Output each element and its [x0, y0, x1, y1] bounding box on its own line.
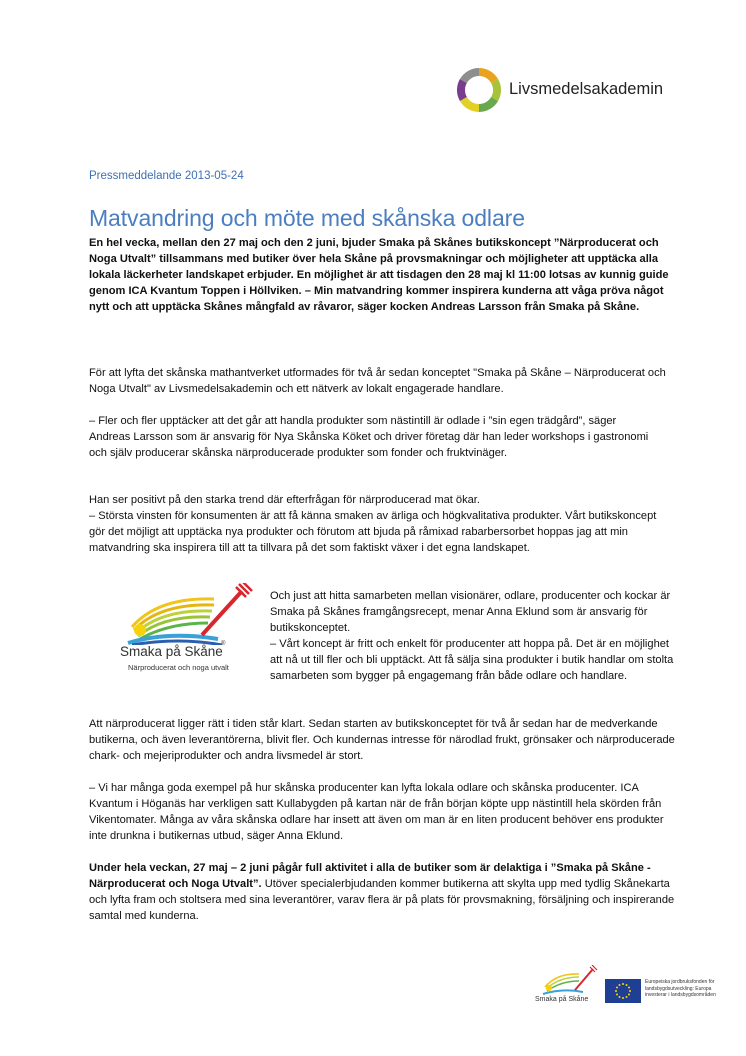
smaka-pa-skane-logo: [118, 583, 258, 675]
eu-stars-icon: [605, 979, 641, 1003]
body-paragraph-2: – Fler och fler upptäcker att det går att handla produkter som nästintill är odlade i ”sin egen trädgård”, säger Andreas Larsson som är ansvarig för Nya Skånska Köket och driver företag där han leder workshops i gastronomi och själv producerar skånska närproducerade produkter som fonder och fruktvinäger.: [89, 415, 649, 459]
body-paragraph-4b: – Vårt koncept är fritt och enkelt för producenter att hoppa på. Det är en möjlighet att nå ut till fler och bli upptäckt. Att få sälja sina produkter i butik handlar om stolta samarbeten som bygger på engagemang från både odlare och handlare.: [270, 638, 674, 682]
dateline: Pressmeddelande 2013-05-24: [89, 170, 244, 182]
body-paragraph-5: Att närproducerat ligger rätt i tiden står klart. Sedan starten av butikskonceptet för två år sedan har de medverkande butikerna, och även leverantörerna, blivit fler. Och kundernas intresse för närodlad frukt, grönsaker och närproducerade chark- och mejeriprodukter och andra livsmedel är stort.: [89, 718, 675, 762]
footer-smaka-logo: [535, 965, 600, 1009]
eu-fund-text: Europeiska jordbruksfonden för landsbygdsutveckling: Europa investerar i landsbygdsområden: [645, 979, 716, 998]
smaka-logo-tagline: Närproducerat och noga utvalt: [128, 663, 229, 672]
registered-mark: ®: [221, 641, 226, 647]
body-paragraph-4a: Och just att hitta samarbeten mellan visionärer, odlare, producenter och kockar är Smaka på Skånes framgångsrecept, menar Anna Eklund som är ansvarig för butikskonceptet.: [270, 590, 671, 634]
body-paragraph-3a: Han ser positivt på den starka trend där efterfrågan för närproducerad mat ökar.: [89, 494, 480, 506]
body-paragraph-7-rest: Utöver specialerbjudanden kommer butikerna att skylta upp med tydlig Skånekarta och lyfta fram och stoltsera med sina leverantörer, varav flera är på plats för provsmakning, försäljning och inspirerande samtal med kunderna.: [89, 878, 675, 922]
brand-name: Livsmedelsakademin: [509, 80, 664, 98]
rainbow-fork-icon: [118, 583, 258, 645]
lead-paragraph: En hel vecka, mellan den 27 maj och den 2 juni, bjuder Smaka på Skånes butikskoncept ”Närproducerat och Noga Utvalt” tillsammans med butiker över hela Skåne på provsmakningar och möjligheter att upptäcka alla lokala läckerheter landskapet erbjuder. En möjlighet är att tisdagen den 28 maj kl 11:00 lotsas av kunnig guide genom ICA Kvantum Toppen i Höllviken. – Min matvandring kommer inspirera kunderna att våga pröva något nytt och att upptäcka Skånes mångfald av råvaror, säger kocken Andreas Larsson från Smaka på Skåne.: [89, 237, 669, 313]
body-paragraph-7: [89, 860, 679, 924]
body-paragraph-6: – Vi har många goda exempel på hur skånska producenter kan lyfta lokala odlare och skånska producenter. ICA Kvantum i Höganäs har verkligen satt Kullabygden på kartan när de från början köpte upp nästintill hela skörden från Vikentomater. Många av våra skånska odlare har insett att även om man är en liten producent behöver ens produkter inte drunkna i butikernas utbud, säger Anna Eklund.: [89, 782, 664, 842]
page-title: Matvandring och möte med skånska odlare: [89, 205, 525, 231]
body-paragraph-1: För att lyfta det skånska mathantverket utformades för två år sedan konceptet "Smaka på Skåne – Närproducerat och Noga Utvalt" av Livsmedelsakademin och ett nätverk av lokalt engagerade handlare.: [89, 367, 666, 395]
body-paragraph-3b: – Största vinsten för konsumenten är att få känna smaken av ärliga och högkvalitativa produkter. Vårt butikskoncept gör det möjligt att upptäcka nya produkter och förutom att bjuda på råmixad rabarbersorbet hoppas jag att min matvandring ska inspirera till att ta tillvara på det som faktiskt växer i det egna landskapet.: [89, 510, 657, 554]
smaka-logo-name: Smaka på Skåne: [120, 644, 223, 659]
body-paragraph-7-bold: Under hela veckan, 27 maj – 2 juni pågår full aktivitet i alla de butiker som är delaktiga i ”Smaka på Skåne -Närproducerat och Noga Utvalt”.: [89, 862, 651, 890]
footer-smaka-name: Smaka på Skåne: [535, 996, 589, 1003]
livsmedelsakademin-logo: [457, 68, 667, 112]
footer-rainbow-fork-icon: [539, 965, 599, 995]
eu-flag-icon: [605, 979, 641, 1003]
wreath-logo-icon: [457, 68, 501, 112]
